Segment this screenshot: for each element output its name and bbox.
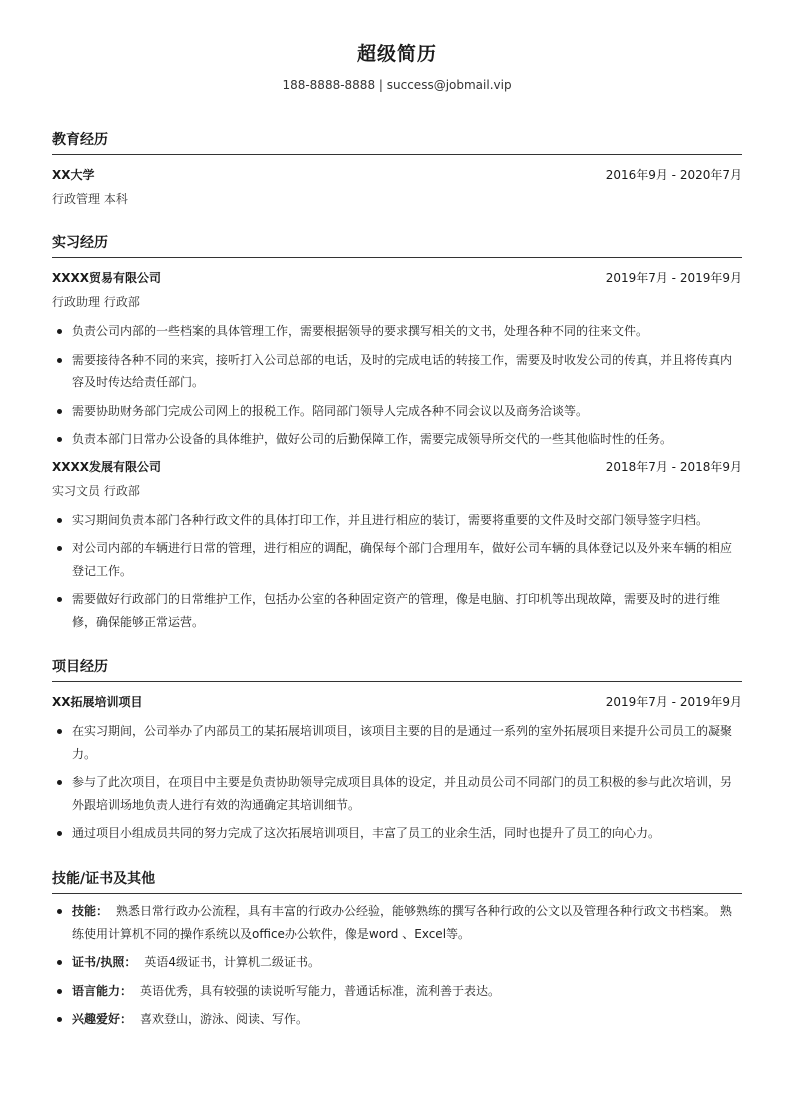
bullet-icon	[57, 437, 62, 442]
list-item	[52, 980, 742, 1003]
education-entry-header	[52, 163, 742, 187]
skill-label: 兴趣爱好：	[72, 1012, 133, 1026]
bullet-text: 负责本部门日常办公设备的具体维护，做好公司的后勤保障工作，需要完成领导所交代的一些其他临时性的任务。	[72, 432, 673, 446]
section-title-internship: 实习经历	[52, 233, 742, 258]
list-item	[52, 822, 742, 845]
internship-entry-header	[52, 455, 742, 479]
contact-info: 188-8888-8888 | success@jobmail.vip	[282, 78, 512, 92]
bullet-text: 需要做好行政部门的日常维护工作，包括办公室的各种固定资产的管理，像是电脑、打印机等出现故障，需要及时的进行维修，确保能够正常运营。	[72, 592, 721, 629]
section-title-skills: 技能/证书及其他	[52, 869, 742, 894]
bullet-text: 参与了此次项目，在项目中主要是负责协助领导完成项目具体的设定，并且动员公司不同部门的员工积极的参与此次培训，另外跟培训场地负责人进行有效的沟通确定其培训细节。	[72, 775, 733, 812]
skill-label: 技能：	[72, 904, 109, 918]
internship-role: 行政助理 行政部	[52, 295, 140, 309]
list-item	[52, 771, 742, 816]
list-item	[52, 537, 742, 582]
list-item	[52, 509, 742, 532]
bullet-icon	[57, 409, 62, 414]
skill-label: 语言能力：	[72, 983, 133, 998]
education-major: 行政管理 本科	[52, 192, 128, 206]
list-item	[52, 400, 742, 423]
internship-role: 实习文员 行政部	[52, 483, 140, 498]
bullet-icon	[57, 546, 62, 551]
project-entry-header	[52, 690, 742, 714]
bullet-text: 在实习期间，公司举办了内部员工的某拓展培训项目，该项目主要的目的是通过一系列的室外拓展项目来提升公司员工的凝聚力。	[72, 724, 733, 761]
resume-name: 超级简历	[356, 43, 437, 65]
education-date: 2016年9月 - 2020年7月	[605, 168, 742, 182]
bullet-text: 对公司内部的车辆进行日常的管理，进行相应的调配，确保每个部门合理用车，做好公司车辆的具体登记以及外来车辆的相应登记工作。	[72, 541, 733, 578]
internship-section	[52, 233, 742, 633]
project-bullets	[52, 720, 742, 845]
list-item	[52, 900, 742, 945]
bullet-text: 通过项目小组成员共同的努力完成了这次拓展培训项目，丰富了员工的业余生活，同时也提升了员工的向心力。	[72, 826, 661, 840]
company-name: XXXX贸易有限公司	[52, 271, 162, 285]
bullet-icon	[57, 989, 62, 994]
bullet-icon	[57, 597, 62, 602]
company-name: XXXX发展有限公司	[52, 459, 162, 474]
school-name: XX大学	[52, 168, 95, 182]
skill-text: 熟悉日常行政办公流程，具有丰富的行政办公经验，能够熟练的撰写各种行政的公文以及管理各种行政文书档案。 熟练使用计算机不同的操作系统以及office办公软件，像是word 、Excel等。	[72, 904, 732, 941]
bullet-text: 负责公司内部的一些档案的具体管理工作，需要根据领导的要求撰写相关的文书，处理各种不同的往来文件。	[72, 324, 649, 338]
skill-label: 证书/执照：	[72, 955, 137, 969]
list-item	[52, 588, 742, 633]
list-item	[52, 320, 742, 343]
project-date: 2019年7月 - 2019年9月	[605, 695, 742, 709]
bullet-icon	[57, 729, 62, 734]
bullet-icon	[57, 329, 62, 334]
bullet-icon	[57, 909, 62, 914]
skill-text: 英语优秀，具有较强的读说听写能力，普通话标准，流利善于表达。	[140, 983, 501, 998]
internship-bullets	[52, 509, 742, 634]
bullet-icon	[57, 960, 62, 965]
projects-section	[52, 657, 742, 845]
bullet-text: 需要协助财务部门完成公司网上的报税工作。陪同部门领导人完成各种不同会议以及商务洽谈等。	[72, 403, 589, 418]
bullet-text: 需要接待各种不同的来宾，接听打入公司总部的电话，及时的完成电话的转接工作，需要及时收发公司的传真，并且将传真内容及时传达给责任部门。	[72, 352, 733, 389]
list-item	[52, 720, 742, 765]
bullet-icon	[57, 1017, 62, 1022]
list-item	[52, 951, 742, 974]
skills-section	[52, 869, 742, 1031]
bullet-icon	[57, 358, 62, 363]
section-title-education: 教育经历	[52, 130, 742, 155]
bullet-icon	[57, 518, 62, 523]
list-item	[52, 1008, 742, 1031]
skills-list	[52, 900, 742, 1031]
bullet-icon	[57, 831, 62, 836]
list-item	[52, 428, 742, 451]
skill-text: 喜欢登山，游泳、阅读、写作。	[140, 1012, 309, 1026]
bullet-icon	[57, 780, 62, 785]
section-title-projects: 项目经历	[52, 657, 742, 682]
internship-bullets	[52, 320, 742, 451]
internship-entry-header	[52, 266, 742, 290]
internship-date: 2019年7月 - 2019年9月	[605, 271, 742, 285]
project-name: XX拓展培训项目	[52, 695, 143, 709]
education-section	[52, 130, 742, 211]
list-item	[52, 349, 742, 394]
internship-date: 2018年7月 - 2018年9月	[605, 459, 742, 474]
skill-text: 英语4级证书，计算机二级证书。	[144, 955, 321, 969]
bullet-text: 实习期间负责本部门各种行政文件的具体打印工作，并且进行相应的装订，需要将重要的文件及时交部门领导签字归档。	[72, 512, 709, 527]
